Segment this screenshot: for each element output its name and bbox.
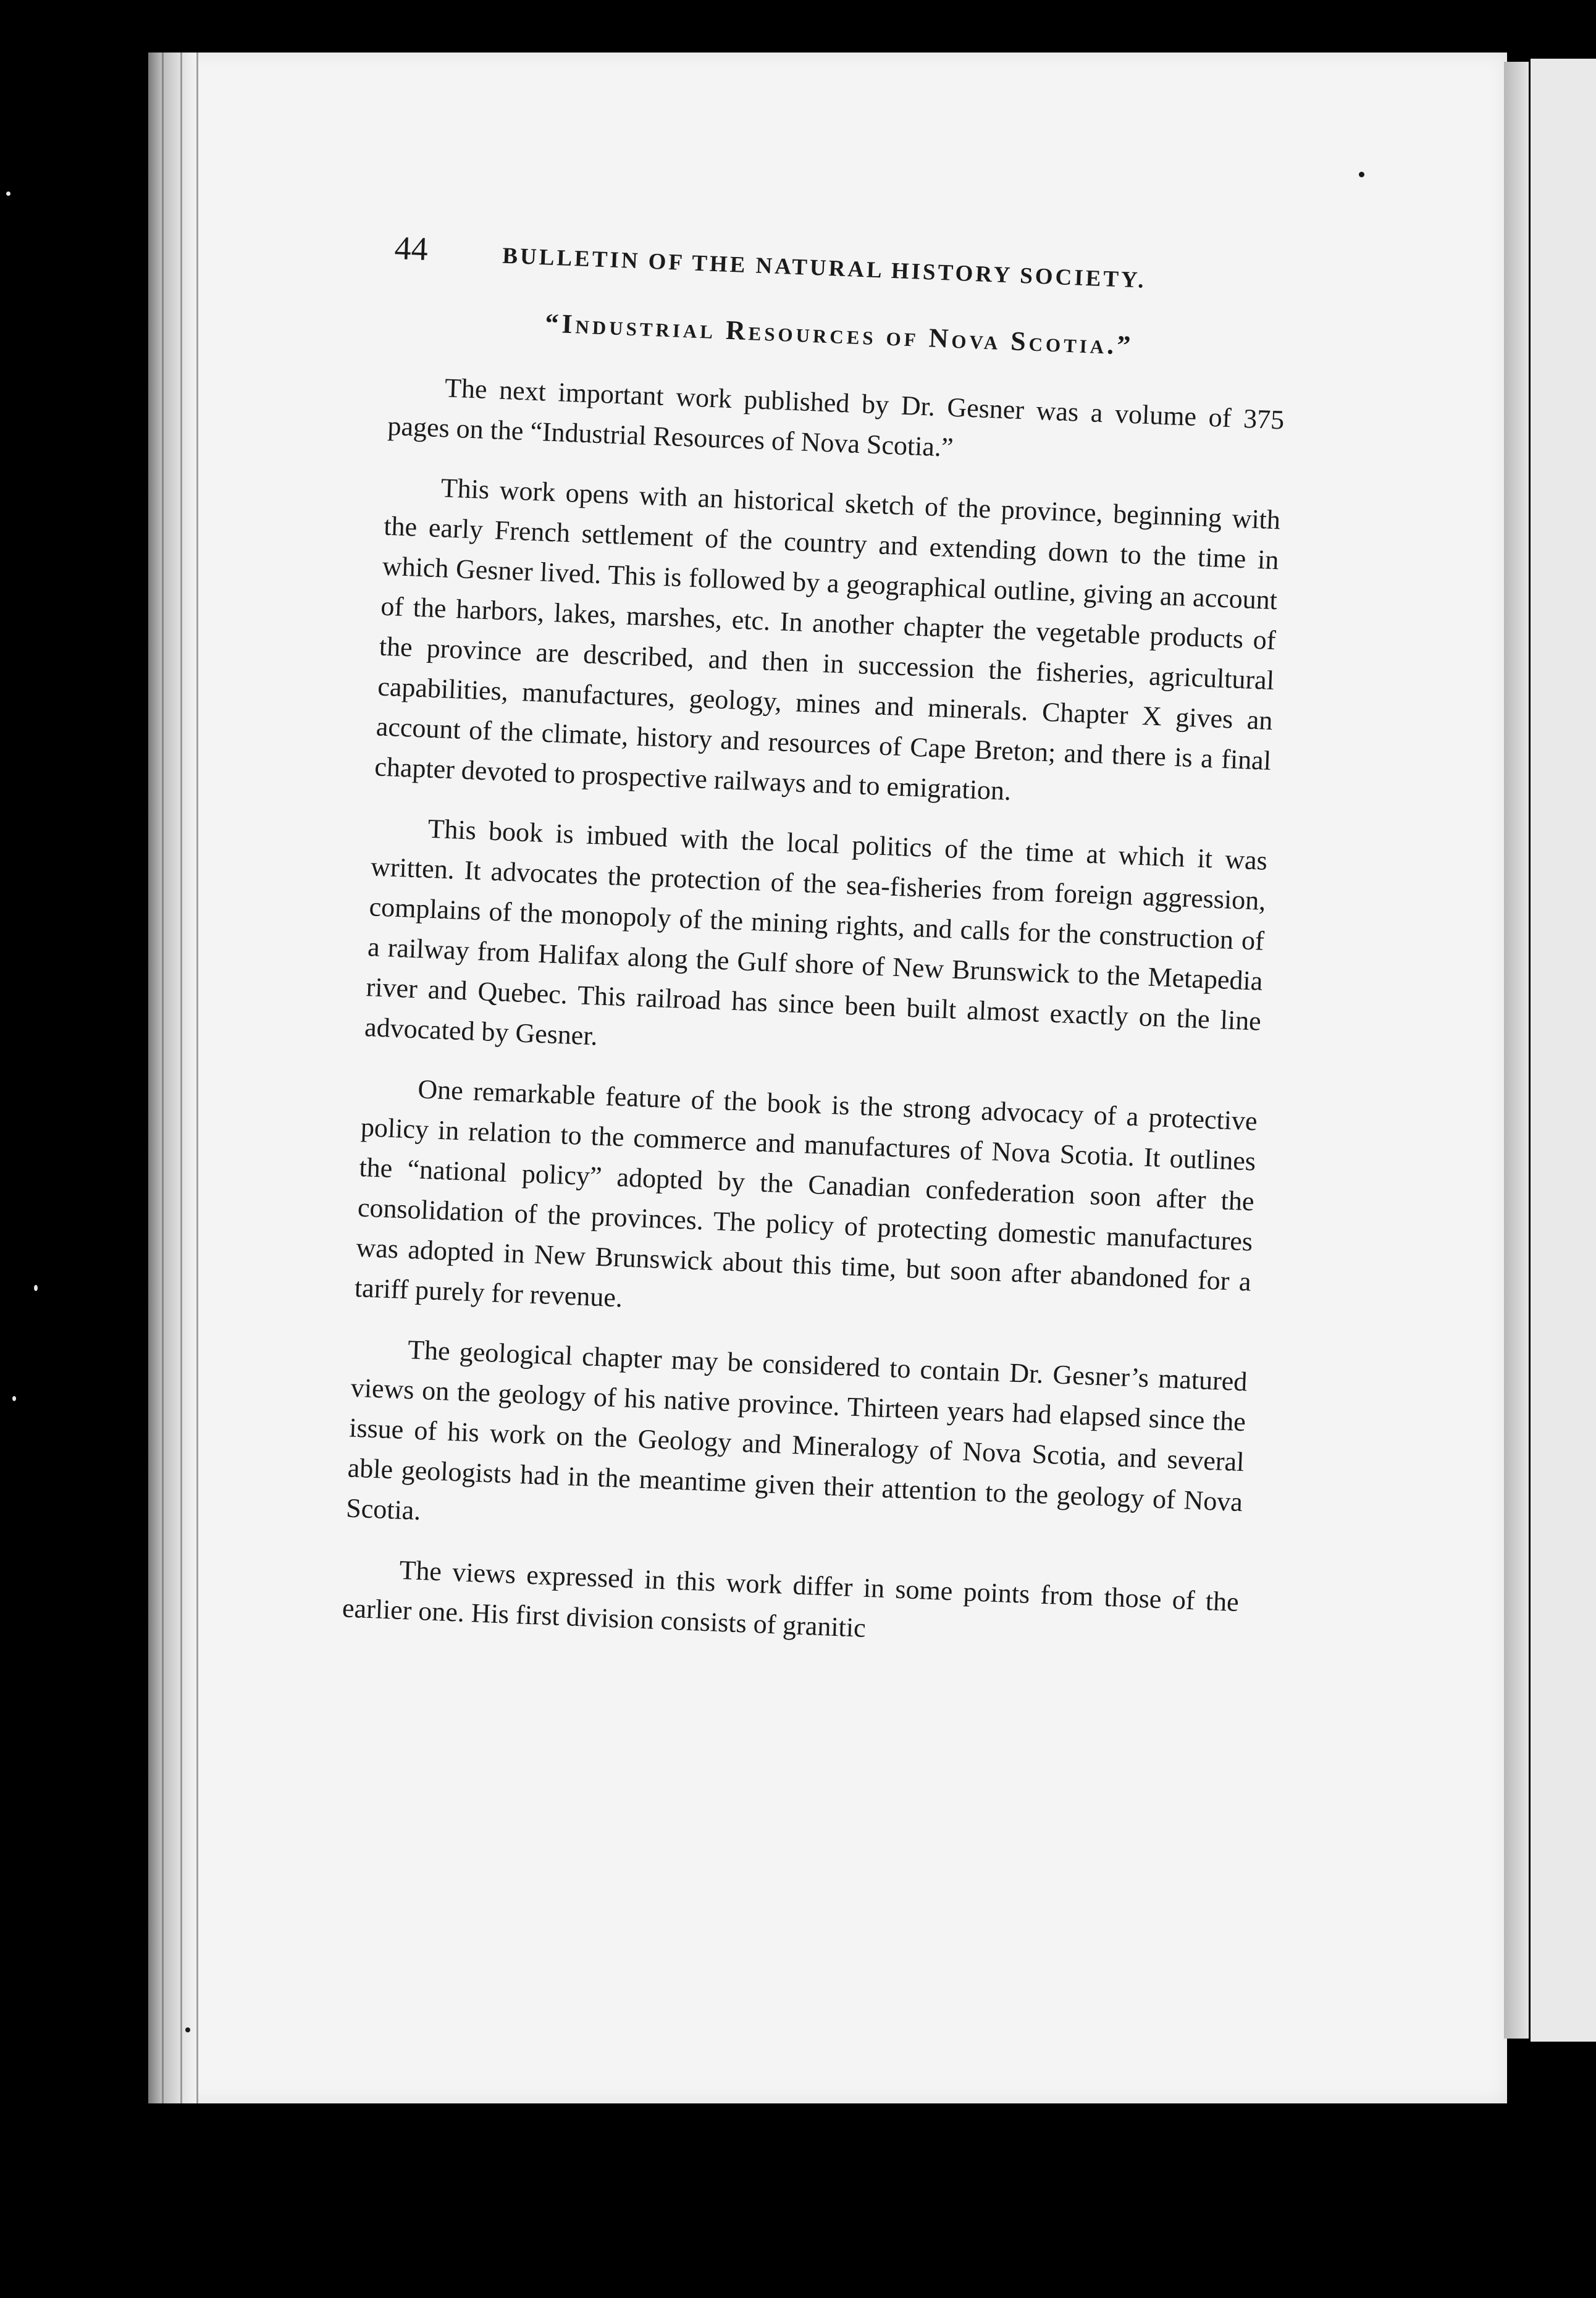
page-text xyxy=(342,229,1290,1662)
dust-speck xyxy=(34,1285,38,1291)
gutter-line xyxy=(196,53,198,2103)
gutter-line xyxy=(162,53,164,2103)
gutter-line xyxy=(180,53,182,2103)
paragraph: The next important work published by Dr. Gesner was a volume of 375 pages on the “Industrial Resources of Nova Scotia.” xyxy=(387,372,1285,463)
dust-speck xyxy=(185,2027,190,2032)
page-edge-shadow xyxy=(1504,62,1529,2039)
paragraph: This work opens with an historical sketch of the province, beginning with the early French settlement of the country and extending down to the time in which Gesner lived. This is followed by a geographical outline, giving an account of the harbors, lakes, marshes, etc. In another chapter the vegetable products of the province are described, and then in succession the fisheries, agricultural capabilities, manufactures, geology, mines and minerals. Chapter X gives an account of the climate, history and resources of Cape Breton; and there is a final chapter devoted to prospective railways and to emigration. xyxy=(374,473,1281,806)
running-head: BULLETIN OF THE NATURAL HISTORY SOCIETY. xyxy=(502,243,1147,293)
paragraph: This book is imbued with the local politics of the time at which it was written. It advocates the protection of the sea-fisheries from foreign aggression, complains of the monopoly of the mining rights, and calls for the construction of a railway from Halifax along the Gulf shore of New Brunswick to the Metapedia river and Quebec. This railroad has since been built almost exactly on the line advocated by Gesner. xyxy=(364,813,1268,1051)
book-gutter xyxy=(148,53,198,2103)
paragraph: One remarkable feature of the book is the strong advocacy of a protective policy in relation to the commerce and manufactures of Nova Scotia. It outlines the “national policy” adopted by the Canadian confederation soon after the consolidation of the provinces. The policy of protecting domestic manufactures was adopted in New Brunswick about this time, but soon after abandoned for a tariff purely for revenue. xyxy=(354,1074,1258,1313)
dust-speck xyxy=(6,192,10,196)
page-number: 44 xyxy=(393,229,429,268)
section-title: “Industrial Resources of Nova Scotia.” xyxy=(544,308,1135,361)
facing-page-edge xyxy=(1531,59,1596,2042)
paragraph: The views expressed in this work differ in some points from those of the earlier one. His first division consists of granitic xyxy=(342,1554,1240,1643)
dust-speck xyxy=(12,1396,16,1401)
paragraph: The geological chapter may be considered to contain Dr. Gesner’s matured views on the geology of his native province. Thirteen years had elapsed since the issue of his work on the Geology and Mineralogy of Nova Scotia, and several able geologists had in the meantime given their attention to the geology of Nova Scotia. xyxy=(345,1334,1248,1526)
dust-speck xyxy=(1359,172,1364,177)
